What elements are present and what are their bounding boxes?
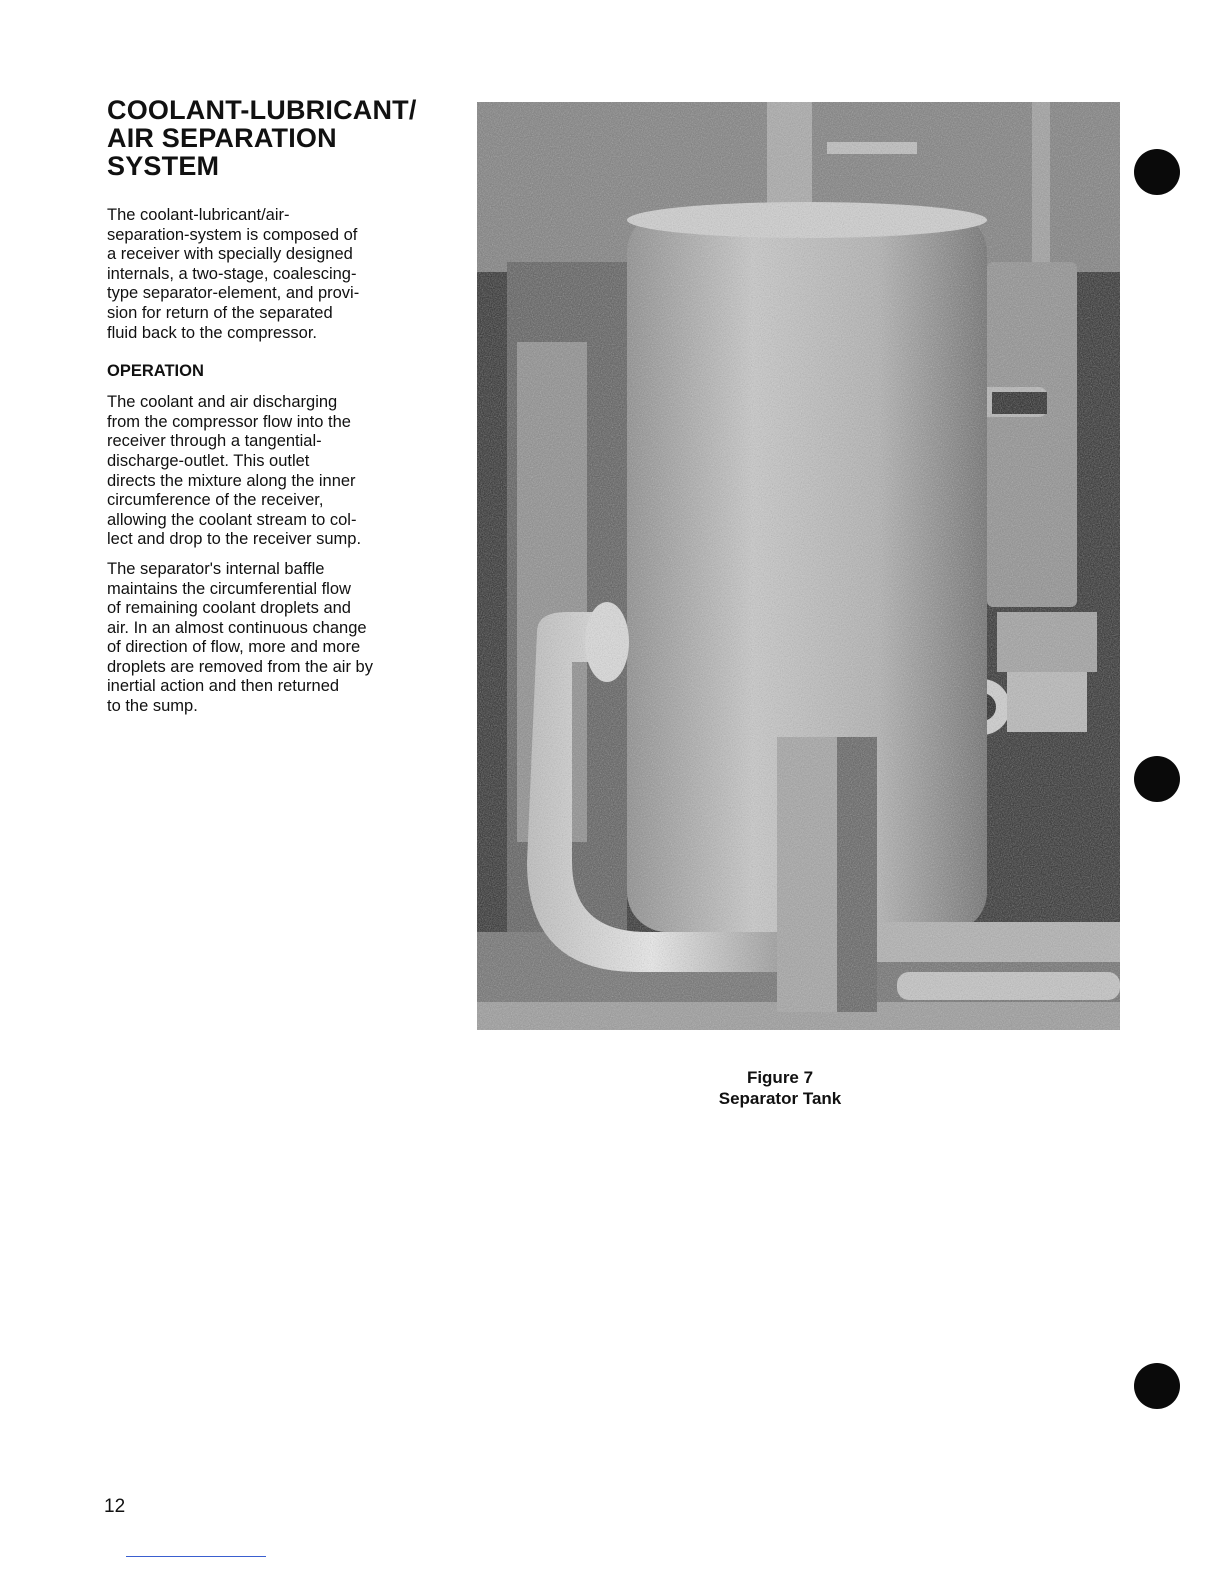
separator-tank-illustration	[477, 102, 1120, 1030]
binder-hole-middle	[1134, 756, 1180, 802]
binder-hole-top	[1134, 149, 1180, 195]
heading-line-2: AIR SEPARATION	[107, 123, 337, 153]
heading-line-1: COOLANT-LUBRICANT/	[107, 95, 417, 125]
operation-paragraph-1: The coolant and air discharging from the compressor flow into the receiver through a tangential- discharge-outlet. This outlet directs the mixture along the inner circumference of the receiver, allowing the coolant stream to col- lect and drop to the receiver sump.	[107, 393, 362, 549]
operation-paragraph-2: The separator's internal baffle maintains the circumferential flow of remaining coolant droplets and air. In an almost continuous change of direction of flow, more and more droplets are removed from the air by inertial action and then returned to the sump.	[107, 559, 373, 716]
operation-heading: OPERATION	[107, 362, 204, 381]
figure-label: Figure 7	[746, 1068, 814, 1087]
page-number: 12	[104, 1496, 126, 1517]
intro-paragraph: The coolant-lubricant/air- separation-system is composed of a receiver with specially designed internals, a two-stage, coalescing- type separator-element, and provi- sion for return of the separated fluid back to the compressor.	[107, 206, 360, 342]
figure-title: Separator Tank	[718, 1089, 842, 1108]
section-heading	[107, 96, 425, 180]
separator-tank-photo	[477, 102, 1120, 1030]
heading-line-3: SYSTEM	[107, 151, 220, 181]
text-column	[107, 96, 425, 727]
footer-rule	[126, 1556, 266, 1557]
figure-caption	[680, 1067, 880, 1109]
binder-hole-bottom	[1134, 1363, 1180, 1409]
